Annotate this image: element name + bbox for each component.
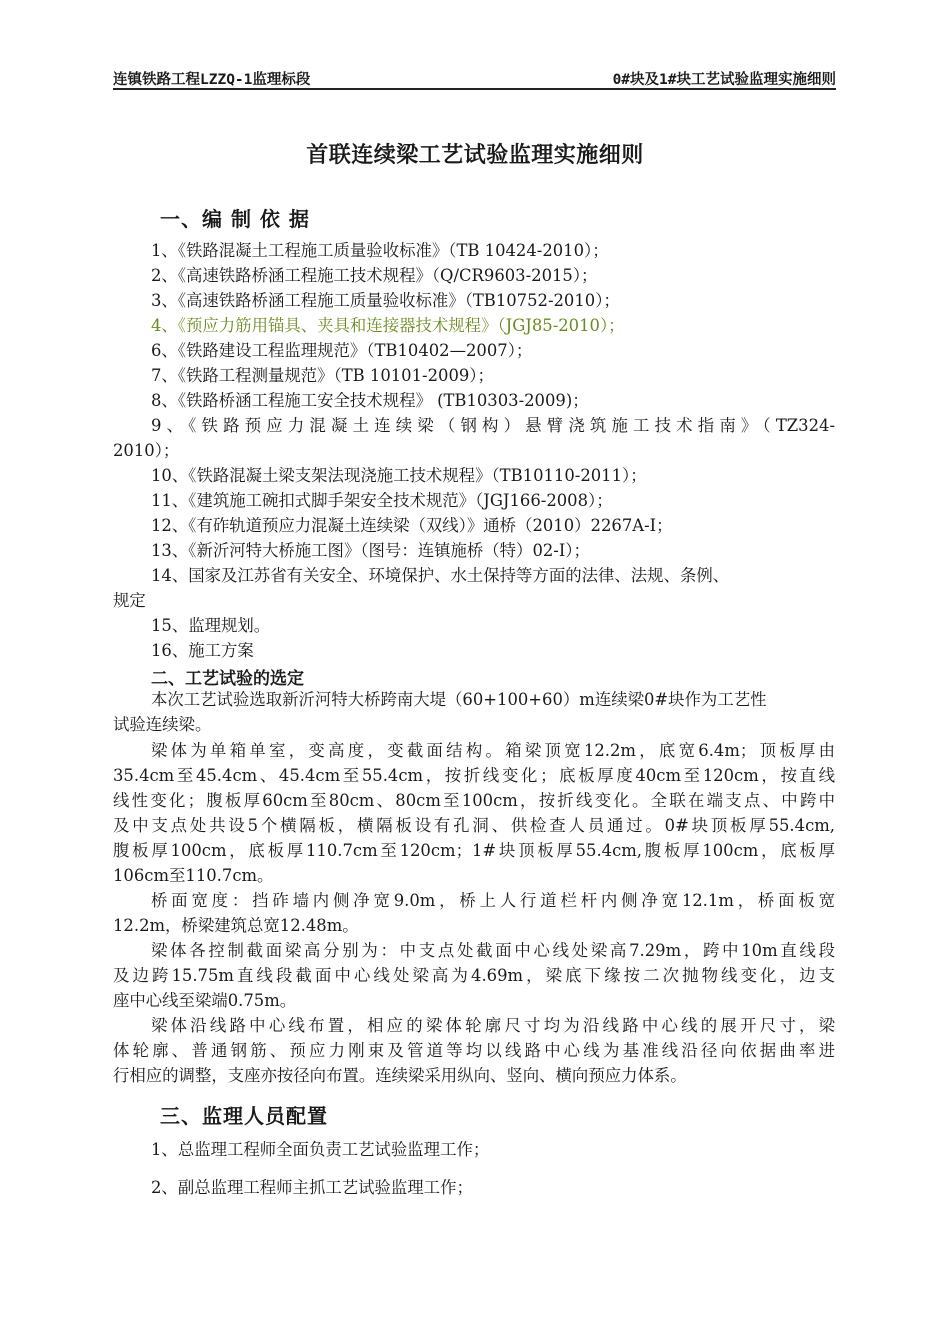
basis-item: 16、施工方案 [151, 641, 254, 660]
paragraph-line: 35.4cm至45.4cm、45.4cm至55.4cm，按折线变化；底板厚度40cm至120cm，按直线 [113, 766, 835, 785]
basis-item: 7、《铁路工程测量规范》（TB 10101-2009）； [151, 366, 494, 385]
paragraph-line: 桥面宽度：挡砟墙内侧净宽9.0m，桥上人行道栏杆内侧净宽12.1m，桥面板宽 [151, 891, 835, 910]
basis-item: 15、监理规划。 [151, 616, 271, 635]
basis-item: 2、《高速铁路桥涵工程施工技术规程》（Q/CR9603-2015）； [151, 266, 598, 285]
basis-item: 9、《铁路预应力混凝土连续梁（钢构）悬臂浇筑施工技术指南》（TZ324- [151, 416, 835, 435]
basis-item: 12、《有砟轨道预应力混凝土连续梁（双线）》通桥（2010）2267A-Ⅰ； [151, 516, 673, 535]
document-title: 首联连续梁工艺试验监理实施细则 [306, 142, 644, 168]
basis-item: 13、《新沂河特大桥施工图》（图号：连镇施桥（特）02-Ⅰ）； [151, 541, 590, 560]
basis-item: 6、《铁路建设工程监理规范》（TB10402—2007）； [151, 341, 533, 360]
paragraph-line: 行相应的调整，支座亦按径向布置。连续梁采用纵向、竖向、横向预应力体系。 [113, 1066, 687, 1085]
header-left: 连镇铁路工程LZZQ-1监理标段 [113, 72, 311, 88]
paragraph-line: 及中支点处共设5个横隔板，横隔板设有孔洞、供检查人员通过。0#块顶板厚55.4cm, [113, 816, 835, 835]
section-2-heading: 二、工艺试验的选定 [151, 669, 304, 689]
paragraph-line: 及边跨15.75m直线段截面中心线处梁高为4.69m，梁底下缘按二次抛物线变化，边支 [113, 966, 835, 985]
basis-item-continued: 2010）； [113, 441, 180, 460]
header-right: 0#块及1#块工艺试验监理实施细则 [612, 72, 836, 88]
section-1-heading: 一、编 制 依 据 [160, 207, 310, 231]
paragraph-line: 梁体沿线路中心线布置，相应的梁体轮廓尺寸均为沿线路中心线的展开尺寸，梁 [151, 1016, 835, 1035]
staff-item: 1、总监理工程师全面负责工艺试验监理工作； [151, 1140, 490, 1159]
paragraph-line: 腹板厚100cm，底板厚110.7cm至120cm；1#块顶板厚55.4cm,腹板厚100cm，底板厚 [113, 841, 835, 860]
paragraph-line: 试验连续梁。 [113, 715, 212, 734]
basis-item: 11、《建筑施工碗扣式脚手架安全技术规范》（JGJ166-2008）； [151, 491, 613, 510]
basis-item: 14、国家及江苏省有关安全、环境保护、水土保持等方面的法律、法规、条例、 [151, 566, 730, 585]
basis-item: 4、《预应力筋用锚具、夹具和连接器技术规程》（JGJ85-2010）； [151, 316, 625, 335]
paragraph-line: 本次工艺试验选取新沂河特大桥跨南大堤（60+100+60）m连续梁0#块作为工艺性 [151, 690, 767, 709]
basis-item: 8、《铁路桥涵工程施工安全技术规程》 (TB10303-2009)； [151, 391, 589, 410]
section-3-heading: 三、监理人员配置 [160, 1104, 328, 1128]
paragraph-line: 座中心线至梁端0.75m。 [113, 991, 297, 1010]
basis-item: 1、《铁路混凝土工程施工质量验收标准》（TB 10424-2010）； [151, 241, 609, 260]
paragraph-line: 线性变化；腹板厚60cm至80cm、80cm至100cm，按折线变化。全联在端支点、中跨中 [113, 791, 835, 810]
basis-item: 10、《铁路混凝土梁支架法现浇施工技术规程》（TB10110-2011）； [151, 466, 647, 485]
page-header [113, 66, 836, 90]
paragraph-line: 体轮廓、普通钢筋、预应力刚束及管道等均以线路中心线为基准线沿径向依据曲率进 [113, 1041, 835, 1060]
paragraph-line: 12.2m，桥梁建筑总宽12.48m。 [113, 916, 359, 935]
paragraph-line: 106cm至110.7cm。 [113, 866, 274, 885]
paragraph-line: 梁体各控制截面梁高分别为：中支点处截面中心线处梁高7.29m，跨中10m直线段 [151, 941, 835, 960]
staff-item: 2、副总监理工程师主抓工艺试验监理工作； [151, 1178, 473, 1197]
paragraph-line: 梁体为单箱单室，变高度，变截面结构。箱梁顶宽12.2m，底宽6.4m；顶板厚由 [151, 741, 835, 760]
basis-item-continued: 规定 [113, 591, 146, 610]
basis-item: 3、《高速铁路桥涵工程施工质量验收标准》（TB10752-2010）； [151, 291, 620, 310]
